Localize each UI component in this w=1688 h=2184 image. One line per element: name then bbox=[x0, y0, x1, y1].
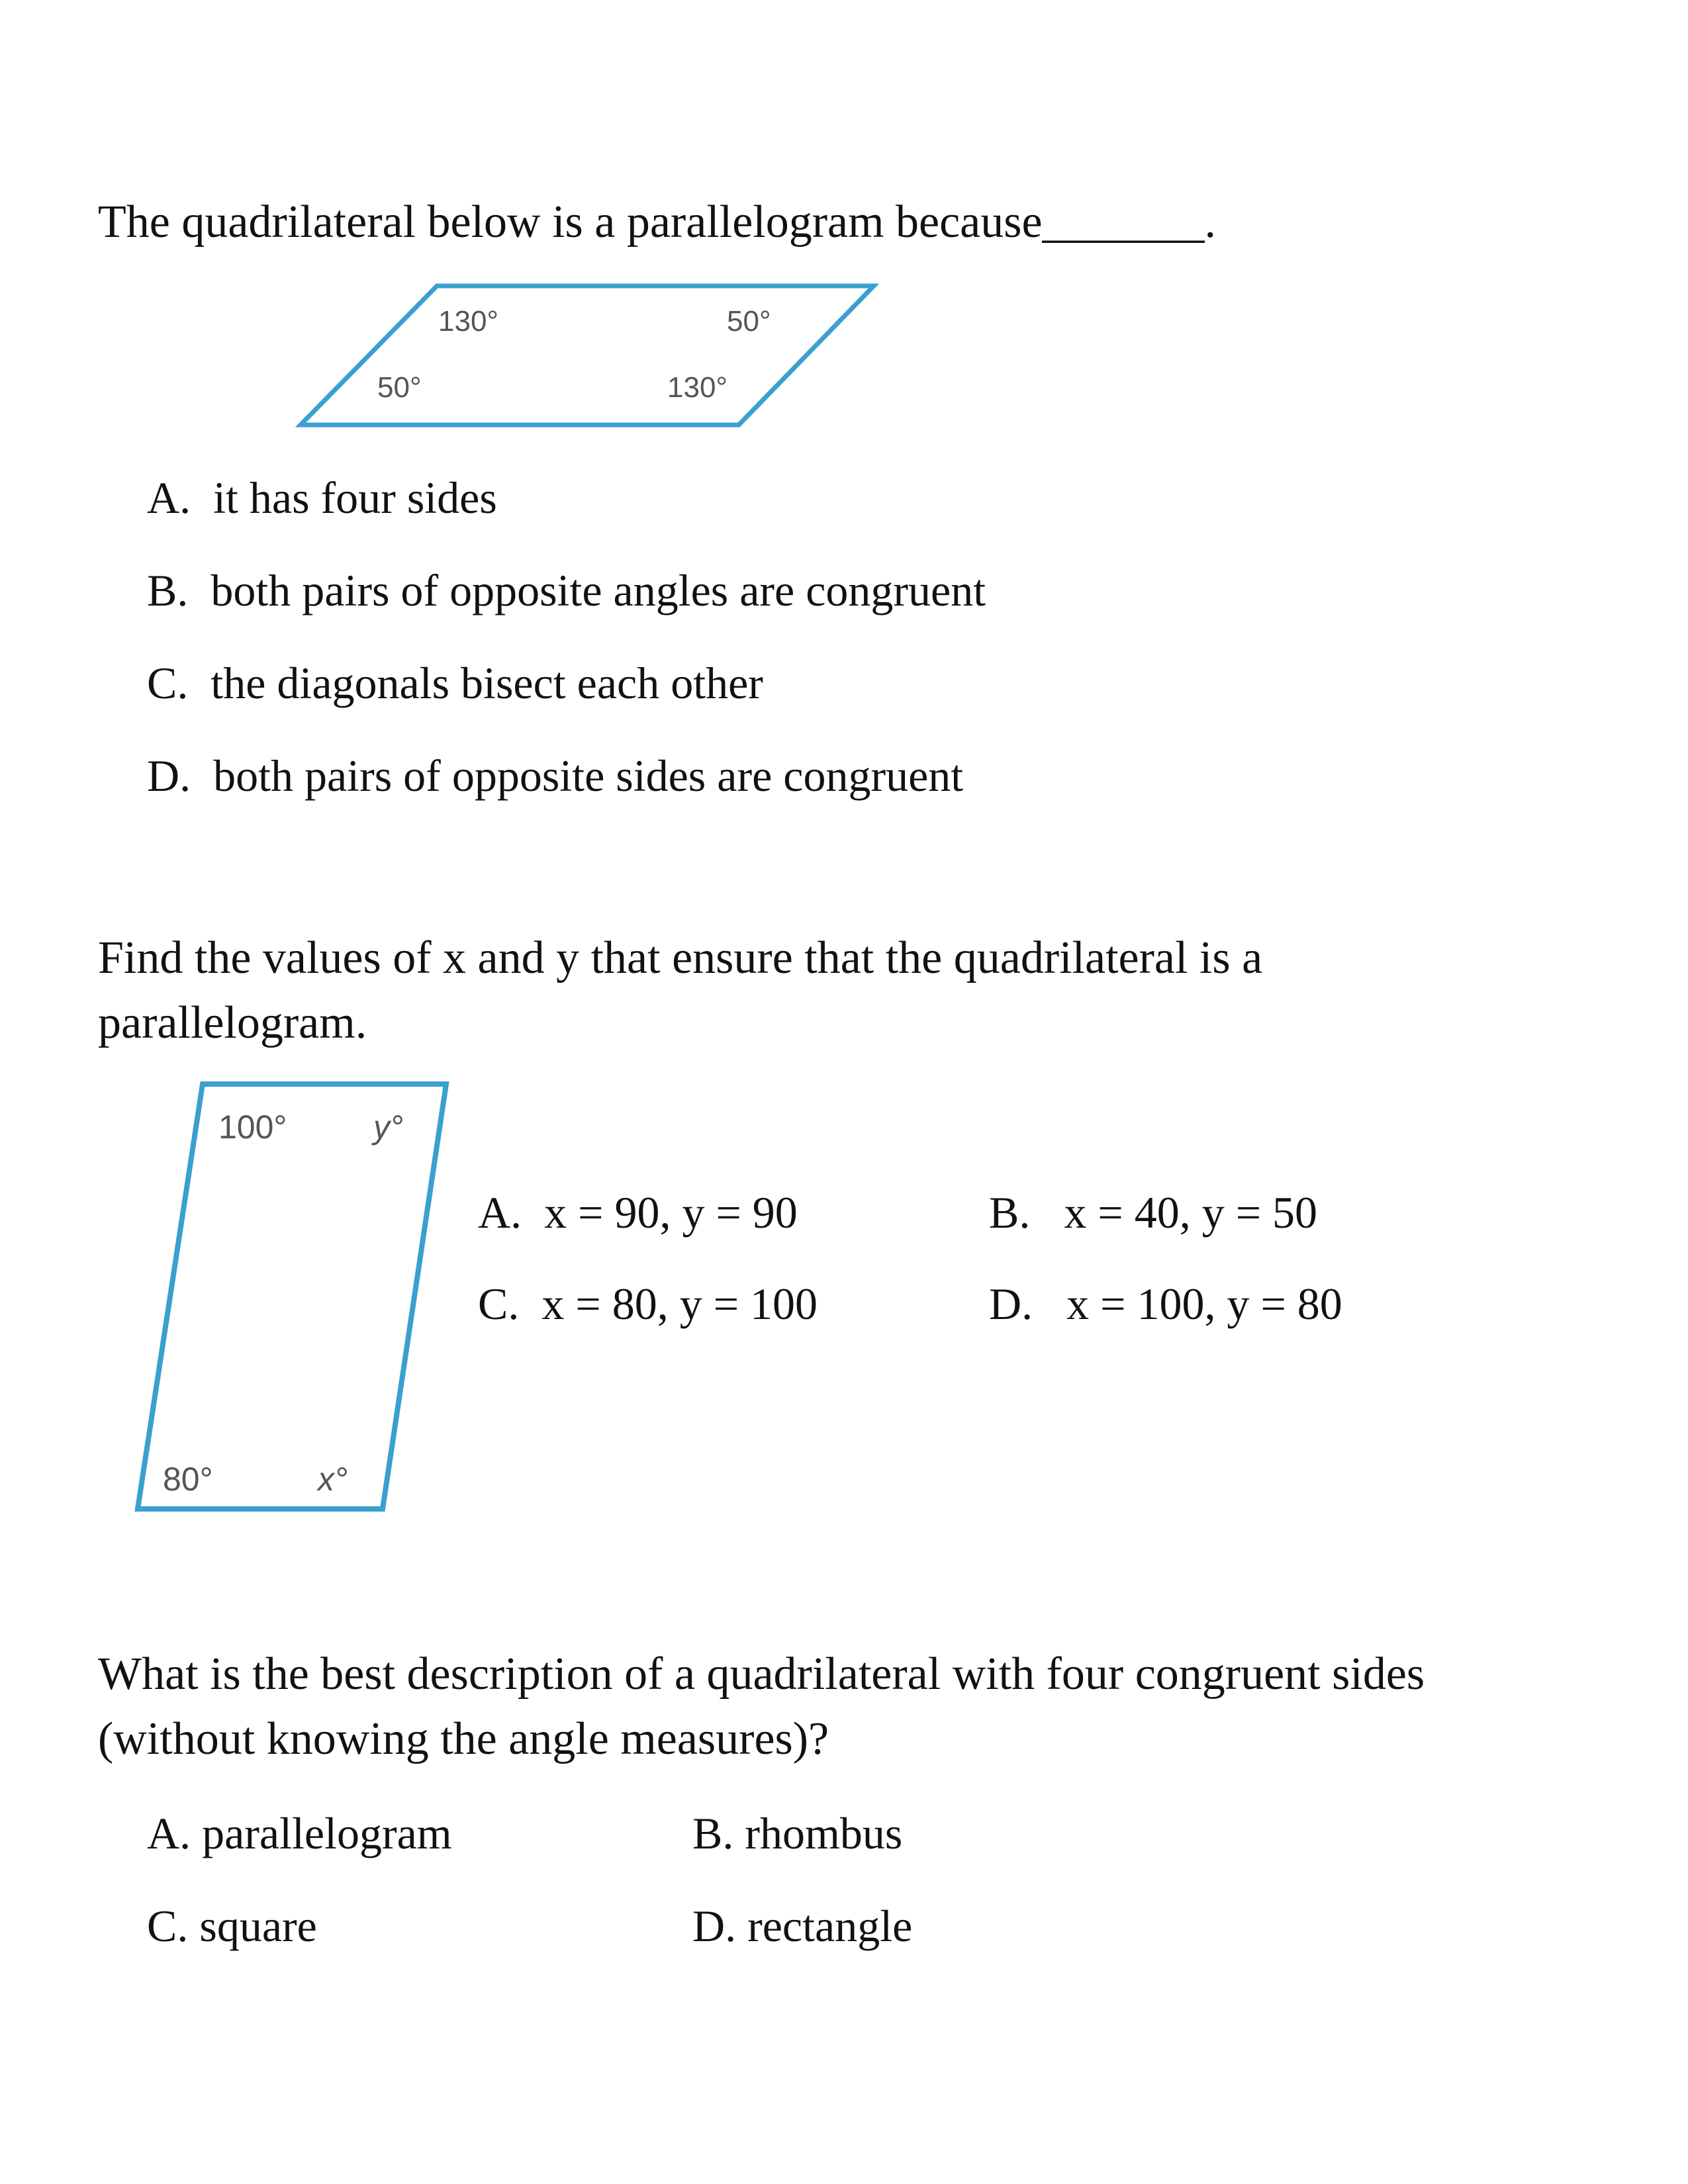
question-2-parallelogram-figure bbox=[126, 1072, 470, 1522]
option-letter: D. bbox=[989, 1279, 1033, 1329]
option-text: square bbox=[199, 1901, 317, 1951]
question-2-option-a[interactable] bbox=[478, 1186, 798, 1239]
question-3-prompt-line-2: (without knowing the angle measures)? bbox=[98, 1713, 829, 1764]
option-letter: B. bbox=[989, 1187, 1031, 1238]
question-1-option-a[interactable] bbox=[147, 471, 497, 524]
option-letter: B. bbox=[147, 565, 189, 615]
question-3-option-a[interactable] bbox=[147, 1807, 452, 1860]
option-text: both pairs of opposite sides are congruent bbox=[213, 751, 964, 801]
question-2-prompt-line-1: Find the values of x and y that ensure that the quadrilateral is a bbox=[98, 933, 1263, 983]
option-text: rectangle bbox=[747, 1901, 913, 1951]
angle-label-top-right: y° bbox=[373, 1109, 403, 1146]
question-1-prompt: The quadrilateral below is a parallelogram because_______. bbox=[98, 197, 1217, 248]
option-text: parallelogram bbox=[202, 1808, 452, 1858]
option-letter: C. bbox=[147, 658, 189, 708]
option-text: x = 90, y = 90 bbox=[544, 1187, 798, 1238]
angle-label-top-right: 50° bbox=[727, 305, 771, 338]
question-3-option-c[interactable] bbox=[147, 1899, 317, 1952]
question-1-option-d[interactable] bbox=[147, 749, 963, 802]
angle-label-bottom-right: x° bbox=[318, 1461, 348, 1498]
parallelogram-shape bbox=[138, 1084, 446, 1509]
angle-label-top-left: 100° bbox=[218, 1109, 287, 1146]
question-1-parallelogram-figure bbox=[291, 278, 887, 437]
question-2-option-b[interactable] bbox=[989, 1186, 1317, 1239]
option-text: it has four sides bbox=[213, 473, 497, 523]
option-text: rhombus bbox=[745, 1808, 903, 1858]
question-3-prompt-line-1: What is the best description of a quadrilateral with four congruent sides bbox=[98, 1649, 1425, 1700]
angle-label-bottom-right: 130° bbox=[667, 371, 728, 404]
option-letter: D. bbox=[147, 751, 191, 801]
question-3-option-d[interactable] bbox=[692, 1899, 912, 1952]
option-letter: A. bbox=[478, 1187, 522, 1238]
option-letter: D. bbox=[692, 1901, 737, 1951]
option-letter: C. bbox=[478, 1279, 520, 1329]
option-letter: A. bbox=[147, 473, 191, 523]
question-2-option-c[interactable] bbox=[478, 1277, 818, 1330]
option-letter: B. bbox=[692, 1808, 734, 1858]
option-text: x = 100, y = 80 bbox=[1066, 1279, 1342, 1329]
question-2-prompt-line-2: parallelogram. bbox=[98, 997, 367, 1048]
option-text: x = 40, y = 50 bbox=[1064, 1187, 1318, 1238]
question-3-option-b[interactable] bbox=[692, 1807, 902, 1860]
option-text: x = 80, y = 100 bbox=[541, 1279, 818, 1329]
angle-label-bottom-left: 80° bbox=[163, 1461, 213, 1498]
question-1-option-c[interactable] bbox=[147, 657, 763, 709]
option-text: the diagonals bisect each other bbox=[211, 658, 763, 708]
option-letter: A. bbox=[147, 1808, 191, 1858]
angle-label-bottom-left: 50° bbox=[377, 371, 422, 404]
angle-label-top-left: 130° bbox=[438, 305, 499, 338]
option-text: both pairs of opposite angles are congruent bbox=[211, 565, 986, 615]
option-letter: C. bbox=[147, 1901, 189, 1951]
parallelogram-shape bbox=[301, 286, 874, 425]
question-1-option-b[interactable] bbox=[147, 564, 986, 617]
question-2-option-d[interactable] bbox=[989, 1277, 1342, 1330]
